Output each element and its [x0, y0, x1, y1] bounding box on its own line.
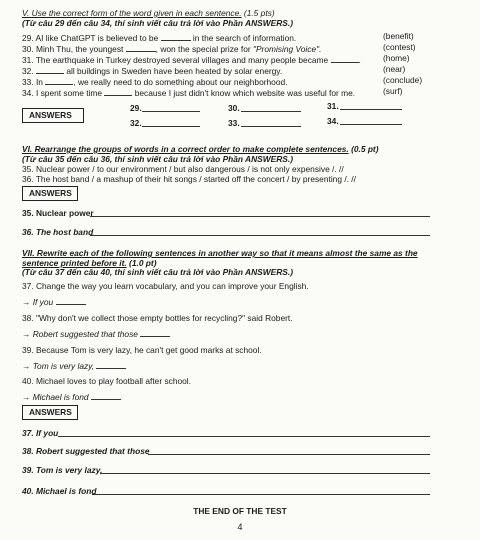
- question-37-prompt: [22, 297, 86, 307]
- question-35: 35. Nuclear power / to our environment / but also dangerous / is not only expensive /. //: [22, 164, 344, 174]
- q37-prompt-text: If you: [32, 297, 54, 307]
- section-5-title: V. Use the correct form of the word given in each sentence.: [22, 8, 242, 18]
- q33-part-a: 33. In: [22, 77, 43, 87]
- section-6-heading: [22, 144, 379, 154]
- answer-39-label: 39. Tom is very lazy,: [22, 465, 103, 475]
- arrow-icon: →: [22, 297, 31, 307]
- q39-blank: [96, 368, 126, 369]
- q30-part-c: "Promising Voice".: [252, 44, 322, 54]
- answer-37-label: 37. If you: [22, 428, 59, 438]
- q38-prompt-text: Robert suggested that those: [32, 329, 138, 339]
- answer-35-label: 35. Nuclear power: [22, 208, 94, 218]
- answer-40-label: 40. Michael is fond: [22, 486, 97, 496]
- answer-36-line[interactable]: [90, 235, 430, 236]
- q30-part-a: 30. Minh Thu, the youngest: [22, 44, 124, 54]
- answers-box-7: ANSWERS: [22, 405, 78, 420]
- question-39: 39. Because Tom is very lazy, he can't get good marks at school.: [22, 345, 262, 355]
- section-6-title: VI. Rearrange the groups of words in a correct order to make complete sentences.: [22, 144, 349, 154]
- question-33: [22, 77, 287, 87]
- q38-blank: [140, 336, 170, 337]
- q32-part-a: 32.: [22, 66, 34, 76]
- question-31: [22, 55, 361, 65]
- answer-31-label: 31.: [327, 101, 339, 111]
- q31-part-b: .: [358, 55, 361, 65]
- question-39-prompt: [22, 361, 126, 371]
- arrow-icon: →: [22, 392, 31, 402]
- answer-39-line[interactable]: [100, 473, 430, 474]
- q29-part-a: 29. AI like ChatGPT is believed to be: [22, 33, 159, 43]
- answer-32-label: 32.: [130, 118, 142, 128]
- q29-part-b: in the search of information.: [192, 33, 297, 43]
- q32-hint: (near): [383, 64, 406, 74]
- q34-part-a: 34. I spent some time: [22, 88, 103, 98]
- q34-part-b: because I just didn't know which website was useful for me.: [134, 88, 356, 98]
- question-30: 30. Minh Thu, the youngest , won the special prize for "Promising Voice".: [22, 44, 322, 54]
- section-5-heading: [22, 8, 275, 18]
- arrow-icon: →: [22, 329, 31, 339]
- q33-hint: (conclude): [383, 75, 423, 85]
- q40-prompt-text: Michael is fond: [32, 392, 89, 402]
- question-34: [22, 88, 355, 98]
- answer-38-label: 38. Robert suggested that those: [22, 446, 150, 456]
- answer-35-line[interactable]: [90, 216, 430, 217]
- section-6-points: (0.5 pt): [351, 144, 379, 154]
- answer-34-line[interactable]: [340, 124, 402, 125]
- q32-part-b: all buildings in Sweden have been heated by solar energy.: [66, 66, 283, 76]
- section-5-points: (1.5 pts): [243, 8, 275, 18]
- answer-34-label: 34.: [327, 116, 339, 126]
- q39-prompt-text: Tom is very lazy,: [32, 361, 95, 371]
- section-7-title-2: sentence printed before it.: [22, 258, 127, 268]
- answer-29-line[interactable]: [142, 111, 200, 112]
- section-7-instruction: (Từ câu 37 đến câu 40, thí sinh viết câu trả lời vào Phần ANSWERS.): [22, 267, 293, 277]
- q33-part-b: , we really need to do something about our neighborhood.: [73, 77, 288, 87]
- end-of-test: THE END OF THE TEST: [193, 506, 287, 516]
- answer-32-line[interactable]: [142, 126, 200, 127]
- answer-33-label: 33.: [228, 118, 240, 128]
- question-29: [22, 33, 296, 43]
- q34-blank: [104, 95, 132, 96]
- q30-hint: (contest): [383, 42, 416, 52]
- question-37: 37. Change the way you learn vocabulary, and you can improve your English.: [22, 281, 309, 291]
- answers-box-6: ANSWERS: [22, 186, 78, 201]
- answer-30-label: 30.: [228, 103, 240, 113]
- answer-36-label: 36. The host band: [22, 227, 94, 237]
- answer-33-line[interactable]: [241, 126, 301, 127]
- question-40-prompt: [22, 392, 121, 402]
- q31-part-a: 31. The earthquake in Turkey destroyed several villages and many people became: [22, 55, 329, 65]
- q37-blank: [56, 304, 86, 305]
- q30-blank: [126, 51, 156, 52]
- q34-hint: (surf): [383, 86, 403, 96]
- answer-38-line[interactable]: [148, 454, 430, 455]
- section-7-title-1: VII. Rewrite each of the following sentences in another way so that it means almost the same as the: [22, 248, 418, 258]
- answer-40-line[interactable]: [92, 494, 430, 495]
- answers-box-5: ANSWERS: [22, 108, 84, 123]
- q31-blank: [331, 62, 359, 63]
- q30-part-b: won the special prize for: [160, 44, 251, 54]
- q40-blank: [91, 399, 121, 400]
- page-number: 4: [237, 522, 243, 532]
- answer-30-line[interactable]: [241, 111, 301, 112]
- answer-37-line[interactable]: [58, 436, 430, 437]
- q29-hint: (benefit): [383, 31, 414, 41]
- answer-29-label: 29.: [130, 103, 142, 113]
- question-40: 40. Michael loves to play football after school.: [22, 376, 191, 386]
- q33-blank: [45, 84, 73, 85]
- question-38-prompt: [22, 329, 170, 339]
- question-32: [22, 66, 282, 76]
- section-7-points: (1.0 pt): [129, 258, 157, 268]
- question-38: 38. "Why don't we collect those empty bottles for recycling?" said Robert.: [22, 313, 293, 323]
- q32-blank: [36, 73, 64, 74]
- question-36: 36. The host band / a mashup of their hit songs / started off the concert / by presenting /. //: [22, 174, 356, 184]
- arrow-icon: →: [22, 361, 31, 371]
- answer-31-line[interactable]: [340, 109, 402, 110]
- section-6-instruction: (Từ câu 35 đến câu 36, thí sinh viết câu trả lời vào Phần ANSWERS.): [22, 154, 293, 164]
- q29-blank: [161, 40, 191, 41]
- q31-hint: (home): [383, 53, 410, 63]
- section-5-instruction: (Từ câu 29 đến câu 34, thí sinh viết câu trả lời vào Phần ANSWERS.): [22, 18, 293, 28]
